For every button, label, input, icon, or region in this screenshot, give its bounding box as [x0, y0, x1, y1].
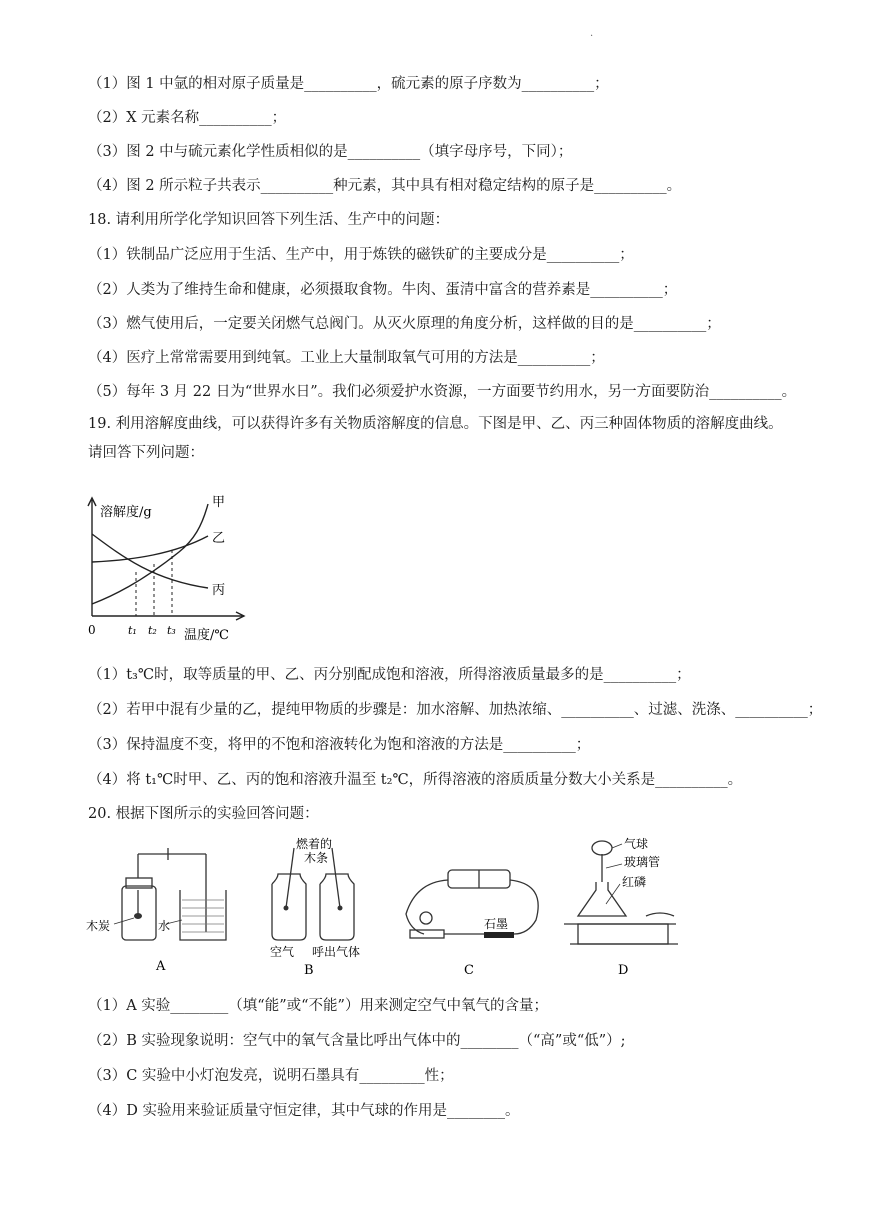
label-graphite: 石墨 — [484, 917, 509, 931]
q18-item-4: （4）医疗上常常需要用到纯氧。工业上大量制取氧气可用的方法是__________； — [88, 350, 605, 366]
label-water: 水 — [158, 919, 171, 933]
wire-right — [510, 880, 538, 934]
q20-item-1: （1）A 实验________（填“能”或“不能”）用来测定空气中氧气的含量； — [88, 998, 548, 1014]
q17-item-3: （3）图 2 中与硫元素化学性质相似的是__________（填字母序号，下同）； — [88, 144, 573, 160]
wire-left — [406, 880, 448, 934]
q18-item-3: （3）燃气使用后，一定要关闭燃气总阀门。从灭火原理的角度分析，这样做的目的是__________； — [88, 316, 721, 332]
splint-right — [332, 848, 340, 908]
q18-item-1: （1）铁制品广泛应用于生活、生产中，用于炼铁的磁铁矿的主要成分是__________； — [88, 247, 634, 263]
splint-left — [286, 848, 294, 908]
figure-d-label: D — [618, 963, 629, 978]
figure-a-label: A — [156, 959, 166, 974]
weight-pan — [646, 913, 674, 916]
figure-b-label: B — [304, 963, 314, 978]
tick-t1: t₁ — [128, 624, 137, 637]
label-air: 空气 — [270, 945, 295, 959]
charcoal-lump — [134, 913, 142, 919]
solubility-graph — [84, 492, 264, 644]
q20-stem: 20. 根据下图所示的实验回答问题： — [88, 806, 319, 822]
label-bing: 丙 — [212, 583, 226, 598]
q17-item-2: （2）X 元素名称__________； — [88, 110, 287, 126]
label-balloon: 气球 — [624, 837, 649, 851]
figure-a — [86, 834, 236, 979]
label-yi: 乙 — [212, 531, 226, 546]
q19-item-1: （1）t₃℃时，取等质量的甲、乙、丙分别配成饱和溶液，所得溶液质量最多的是__________； — [88, 667, 691, 683]
label-splint: 木条 — [304, 851, 329, 865]
bulb — [420, 912, 432, 924]
beaker — [180, 890, 226, 940]
label-exhaled: 呼出气体 — [312, 945, 361, 959]
label-charcoal: 木炭 — [86, 919, 111, 933]
label-red-phosphorus: 红磷 — [622, 875, 647, 889]
label-burning: 燃着的 — [296, 837, 333, 851]
q19-item-4: （4）将 t₁℃时甲、乙、丙的饱和溶液升温至 t₂℃，所得溶液的溶质质量分数大小关系是__________。 — [88, 772, 743, 788]
q20-item-3: （3）C 实验中小灯泡发亮，说明石墨具有_________性； — [88, 1068, 454, 1084]
flask — [578, 882, 626, 916]
figure-a-svg — [86, 834, 236, 979]
figure-c-label: C — [464, 963, 474, 978]
origin-label: 0 — [88, 623, 96, 637]
q20-item-2: （2）B 实验现象说明：空气中的氧气含量比呼出气体中的________（“高”或“低”）; — [88, 1033, 626, 1049]
q18-item-5: （5）每年 3 月 22 日为“世界水日”。我们必须爱护水资源，一方面要节约用水，另一方面要防治__________。 — [88, 384, 797, 400]
graphite-rod — [484, 932, 514, 938]
bulb-base — [410, 930, 444, 938]
figure-c — [396, 834, 546, 979]
header-mark: . — [590, 28, 594, 39]
y-axis-label: 溶解度/g — [100, 505, 152, 520]
q17-item-4: （4）图 2 所示粒子共表示__________种元素，其中具有相对稳定结构的原子是__________。 — [88, 178, 682, 194]
tick-t3: t₃ — [167, 624, 176, 637]
solubility-curve-figure — [84, 492, 264, 644]
figure-d-svg — [556, 834, 706, 979]
balloon — [592, 841, 612, 855]
q19-item-2: （2）若甲中混有少量的乙，提纯甲物质的步骤是：加水溶解、加热浓缩、__________、过滤、洗涤、__________； — [88, 702, 823, 718]
q20-item-4: （4）D 实验用来验证质量守恒定律，其中气球的作用是________。 — [88, 1103, 520, 1119]
x-axis-label: 温度/℃ — [184, 628, 229, 643]
q19-stem: 19. 利用溶解度曲线，可以获得许多有关物质溶解度的信息。下图是甲、乙、丙三种固体物质的溶解度曲线。请回答下列问题： — [88, 416, 783, 461]
figure-d — [556, 834, 706, 979]
q18-item-2: （2）人类为了维持生命和健康，必须摄取食物。牛肉、蛋清中富含的营养素是__________； — [88, 282, 678, 298]
q18-stem: 18. 请利用所学化学知识回答下列生活、生产中的问题： — [88, 212, 450, 228]
label-glass-tube: 玻璃管 — [624, 855, 661, 869]
figure-b — [256, 834, 386, 979]
tick-t2: t₂ — [148, 624, 157, 637]
figure-c-svg — [396, 834, 546, 979]
label-jia: 甲 — [212, 495, 226, 510]
balance-body — [578, 924, 668, 944]
bottle-a — [122, 886, 156, 940]
figure-b-svg — [256, 834, 386, 979]
q19-item-3: （3）保持温度不变，将甲的不饱和溶液转化为饱和溶液的方法是__________； — [88, 737, 591, 753]
q17-item-1: （1）图 1 中氩的相对原子质量是__________，硫元素的原子序数为__________； — [88, 76, 609, 92]
